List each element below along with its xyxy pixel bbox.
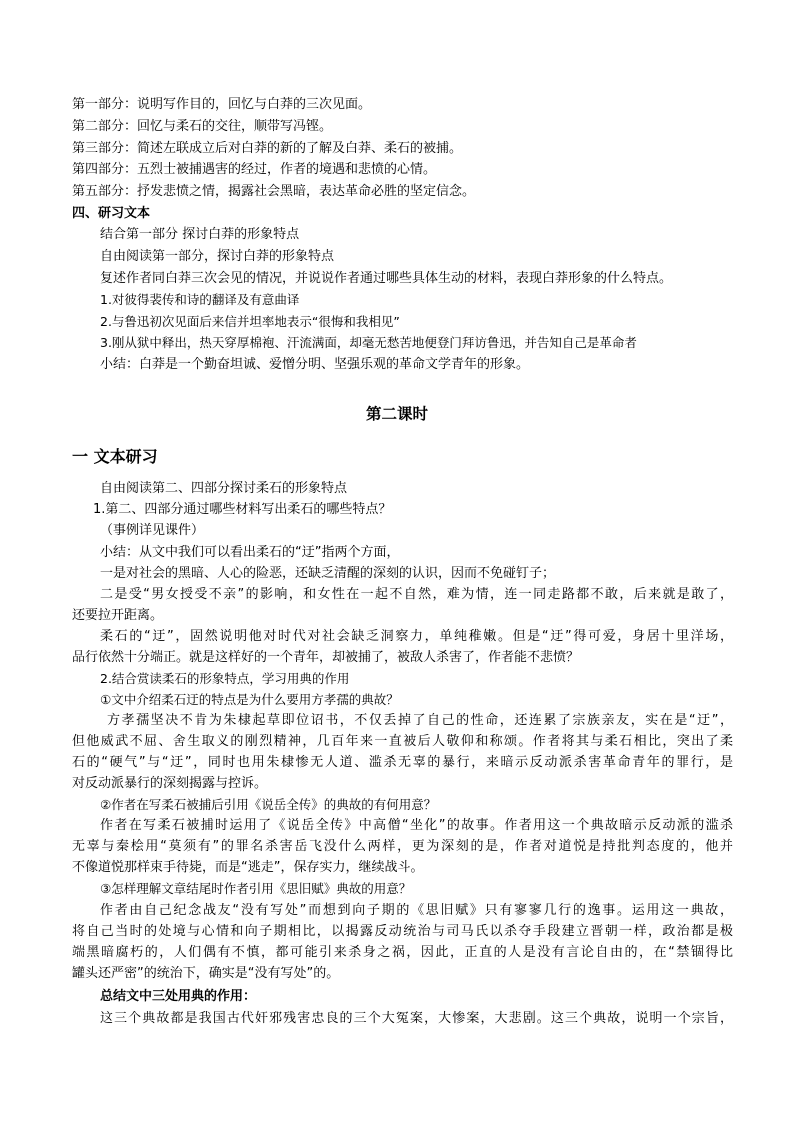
paragraph-line: 罐头还严密”的统治下，确实是“没有写处”的。 xyxy=(72,966,340,981)
list-item: 1.对彼得裴传和诗的翻译及有意曲译 xyxy=(100,292,300,307)
paragraph-line: （事例详见课件） xyxy=(100,523,205,538)
paragraph-line: 端黑暗腐朽的，人们偶有不慎，都可能引来杀身之祸，因此，正直的人是没有言论自由的，在“禁锢得比 xyxy=(72,945,733,960)
question-line: 1.第二、四部分通过哪些材料写出柔石的哪些特点？ xyxy=(93,502,392,517)
lesson-title: 第二课时 xyxy=(365,405,428,423)
paragraph-line: 小结：从文中我们可以看出柔石的“迂”指两个方面， xyxy=(100,545,400,560)
paragraph-line: 二是受“男女授受不亲”的影响，和女性在一起不自然，难为情，连一同走路都不敢，后来就是敢了， xyxy=(100,587,733,602)
section-heading: 四、研习文本 xyxy=(72,206,151,221)
paragraph-line: 但他威武不屈、舍生取义的刚烈精神，几百年来一直被后人敬仰和称颂。作者将其与柔石相比，突出了柔 xyxy=(72,734,733,749)
paragraph-line: 结合第一部分 探讨白莽的形象特点 xyxy=(100,227,300,242)
part-4: 第四部分：五烈士被捕遇害的经过，作者的境遇和悲愤的心情。 xyxy=(72,162,437,177)
paragraph-line: 这三个典故都是我国古代奸邪残害忠良的三个大冤案，大惨案，大悲剧。这三个典故，说明一个宗旨， xyxy=(100,1011,733,1026)
paragraph-line: 自由阅读第一部分，探讨白莽的形象特点 xyxy=(100,249,335,264)
paragraph-line: 对反动派暴行的深刻揭露与控诉。 xyxy=(72,776,268,791)
section-heading: 一 文本研习 xyxy=(72,447,158,466)
paragraph-line: 石的“硬气”与“迂”，同时也用朱棣惨无人道、滥杀无辜的暴行，来暗示反动派杀害革命青年的罪行，是 xyxy=(72,755,733,770)
paragraph-line: 一是对社会的黑暗、人心的险恶，还缺乏清醒的深刻的认识，因而不免碰钉子； xyxy=(100,566,556,581)
paragraph-line: 复述作者同白莽三次会见的情况，并说说作者通过哪些具体生动的材料，表现白莽形象的什么特点。 xyxy=(100,271,673,286)
paragraph-line: 不像道悦那样束手待毙，而是“逃走”，保存实力，继续战斗。 xyxy=(72,860,424,875)
paragraph-line: 方孝孺坚决不肯为朱棣起草即位诏书，不仅丢掉了自己的性命，还连累了宗族亲友，实在是“迂”， xyxy=(107,713,733,728)
part-1: 第一部分：说明写作目的，回忆与白莽的三次见面。 xyxy=(72,97,372,112)
paragraph-line: 无辜与秦桧用“莫须有”的罪名杀害岳飞没什么两样，更为深刻的是，作者对道悦是持批判态度的，他并 xyxy=(72,839,733,854)
question-line: ②作者在写柔石被捕后引用《说岳全传》的典故的有何用意？ xyxy=(100,797,437,812)
paragraph-line: 将自己当时的处境与心情和向子期相比，以揭露反动统治与司马氏以杀夺手段建立晋朝一样，政治都是极 xyxy=(72,924,733,939)
list-item: 2.与鲁迅初次见面后来信并坦率地表示“很悔和我相见” xyxy=(100,314,400,329)
list-item: 3.刚从狱中释出，热天穿厚棉袍、汗流满面，却毫无愁苦地便登门拜访鲁迅，并告知自己是革命者 xyxy=(100,335,637,350)
part-2: 第二部分：回忆与柔石的交往，顺带写冯铿。 xyxy=(72,119,333,134)
paragraph-line: 自由阅读第二、四部分探讨柔石的形象特点 xyxy=(100,481,348,496)
part-5: 第五部分：抒发悲愤之情，揭露社会黑暗，表达革命必胜的坚定信念。 xyxy=(72,184,476,199)
paragraph-line: 还要拉开距离。 xyxy=(72,608,164,623)
subheading-line: 2.结合赏读柔石的形象特点，学习用典的作用 xyxy=(100,671,350,686)
paragraph-line: 品行依然十分端正。就是这样好的一个青年，却被捕了，被敌人杀害了，作者能不悲愤？ xyxy=(72,650,580,665)
paragraph-line: 柔石的“迂”，固然说明他对时代对社会缺乏洞察力，单纯稚嫩。但是“迂”得可爱，身居十里洋场， xyxy=(100,629,733,644)
paragraph-line: 作者在写柔石被捕时运用了《说岳全传》中高僧“坐化”的故事。作者用这一个典故暗示反动派的滥杀 xyxy=(100,818,733,833)
paragraph-line: 作者由自己纪念战友“没有写处”而想到向子期的《思旧赋》只有寥寥几行的逸事。运用这一典故， xyxy=(100,903,733,918)
question-line: ①文中介绍柔石迂的特点是为什么要用方孝孺的典故？ xyxy=(100,692,399,707)
summary-line: 小结：白莽是一个勤奋坦诚、爱憎分明、坚强乐观的革命文学青年的形象。 xyxy=(100,357,530,372)
summary-heading: 总结文中三处用典的作用： xyxy=(100,989,257,1004)
part-3: 第三部分：简述左联成立后对白莽的新的了解及白莽、柔石的被捕。 xyxy=(72,141,463,156)
question-line: ③怎样理解文章结尾时作者引用《思旧赋》典故的用意？ xyxy=(100,881,412,896)
